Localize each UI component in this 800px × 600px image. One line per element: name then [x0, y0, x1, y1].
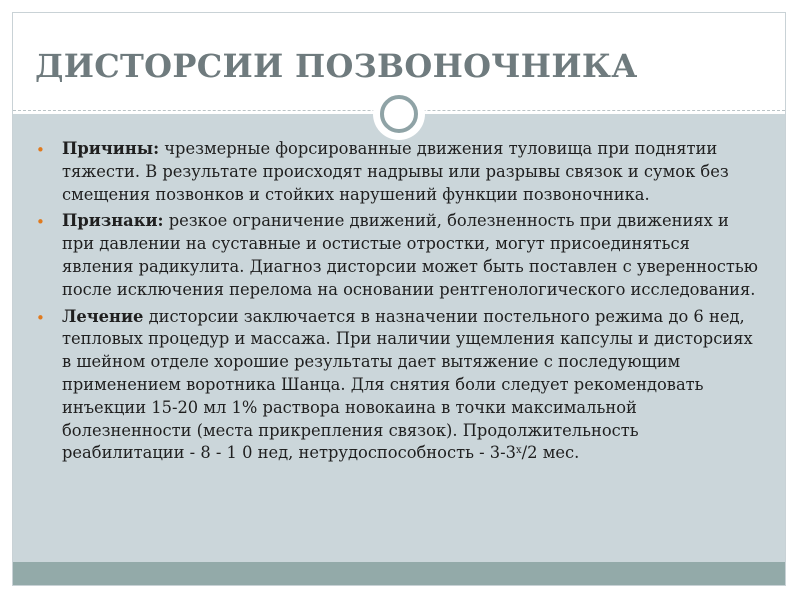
- bullet-icon: •: [36, 308, 45, 327]
- text-causes: чрезмерные форсированные движения туловища при поднятии тяжести. В результате происходят надрывы или разрывы связок и сумок без смещения позвонков и стойких нарушений функции позвоночника.: [62, 139, 729, 204]
- bullet-item-treatment: [36, 306, 766, 466]
- text-signs: резкое ограничение движений, болезненность при движениях и при давлении на суставные и остистые отростки, могут присоединяться явления радикулита. Диагноз дисторсии может быть поставлен с уверенностью после исключения перелома на основании рентгенологического исследования.: [62, 211, 758, 299]
- term-signs: Признаки:: [62, 211, 164, 231]
- bullet-icon: •: [36, 141, 45, 159]
- bullet-item-signs: [36, 210, 766, 301]
- bullet-item-causes: [36, 138, 766, 206]
- text-treatment: дисторсии заключается в назначении постельного режима до 6 нед, тепловых процедур и массажа. При наличии ущемления капсулы и дисторсиях в шейном отделе хорошие результаты дает вытяжение с последующим применением воротника Шанца. Для снятия боли следует рекомендовать инъекции 15-20 мл 1% раствора новокаина в точки максимальной болезненности (места прикрепления связок). Продолжительность реабилитации - 8 - 1 0 нед, нетрудоспособность - 3-3: [62, 306, 753, 463]
- term-treatment: Лечение: [62, 306, 144, 326]
- superscript-x: x: [516, 445, 522, 457]
- term-causes: Причины:: [62, 139, 160, 158]
- bottom-bar: [13, 562, 785, 585]
- slide-content: [36, 138, 766, 469]
- text-treatment-end: /2 мес.: [521, 443, 580, 463]
- bullet-icon: •: [36, 213, 45, 232]
- circle-ornament-icon: [373, 88, 425, 140]
- slide-title: ДИСТОРСИИ ПОЗВОНОЧНИКА: [35, 47, 638, 85]
